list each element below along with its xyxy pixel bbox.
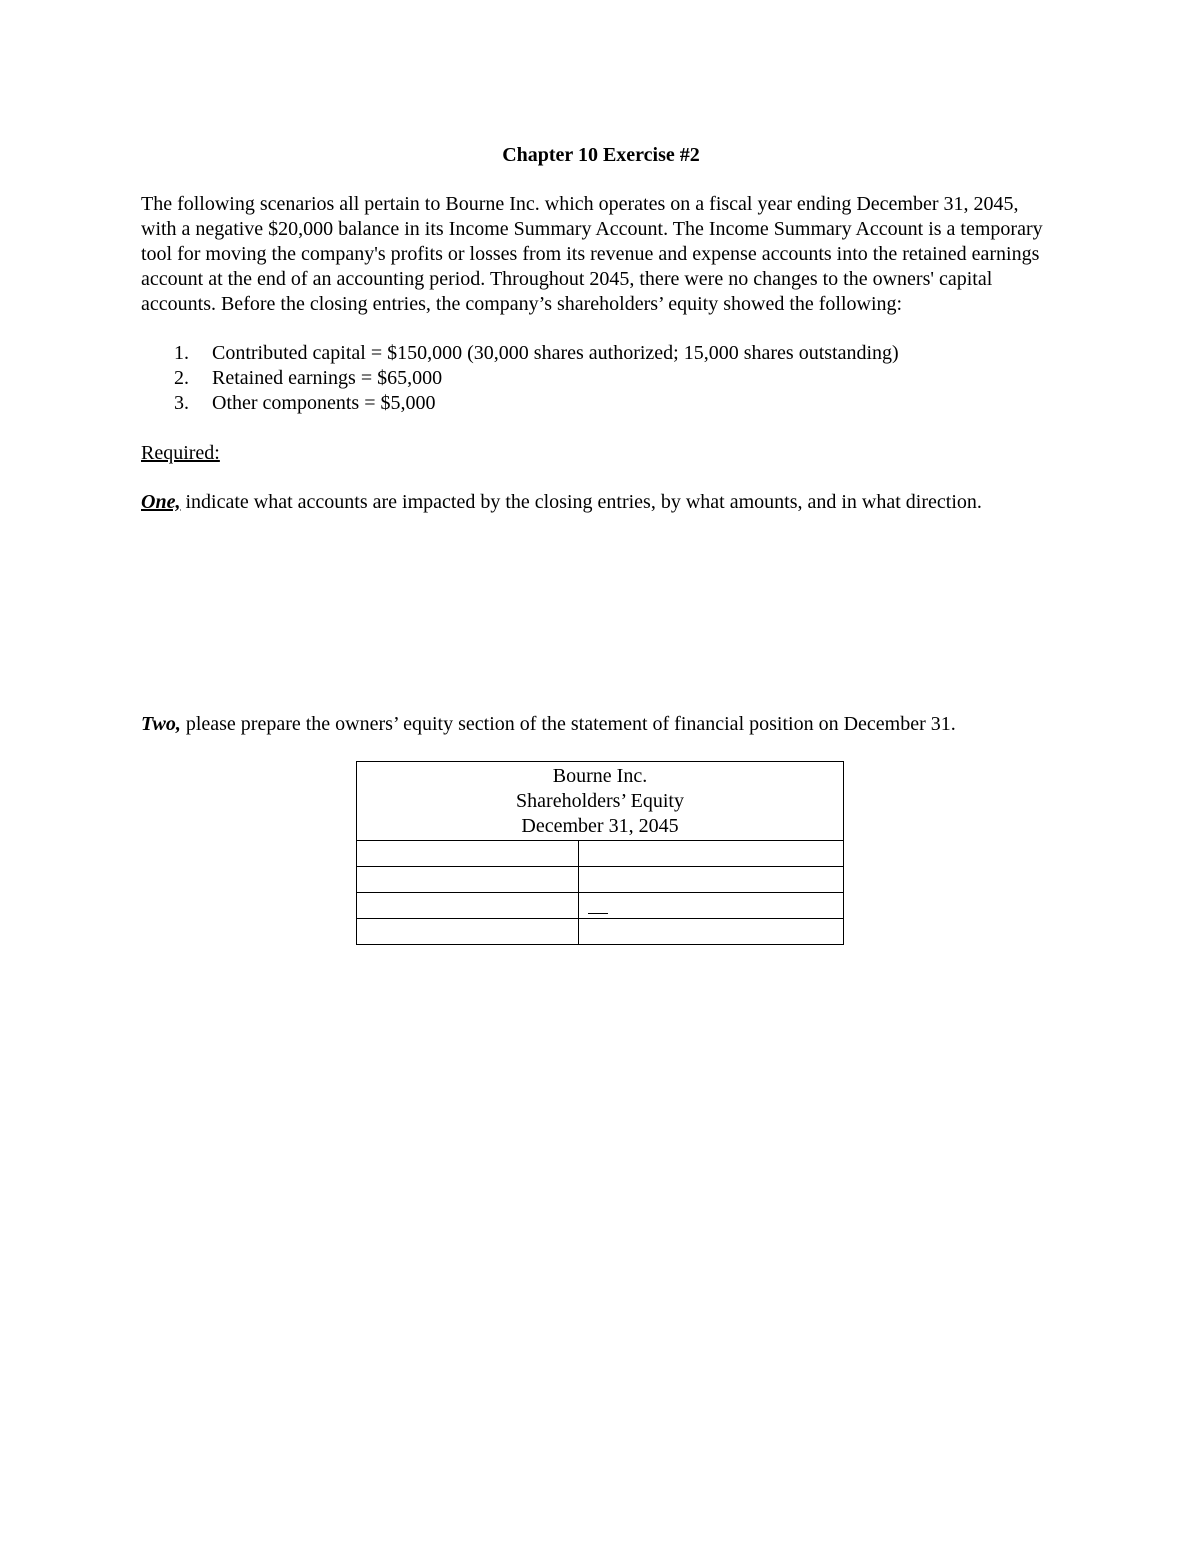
table-row [357, 893, 844, 919]
underline-mark [588, 913, 608, 914]
required-heading: Required: [141, 442, 220, 464]
list-item-number: 1. [174, 342, 189, 364]
document-page [141, 140, 1061, 735]
statement-company: Bourne Inc. [552, 765, 648, 787]
table-row [357, 867, 844, 893]
list-item-text: Retained earnings = $65,000 [212, 367, 443, 389]
equity-list [141, 341, 1061, 416]
list-item-text: Other components = $5,000 [212, 392, 436, 414]
table-cell-label[interactable] [357, 841, 579, 867]
question-two-text: please prepare the owners’ equity section of the statement of financial position on December 31. [180, 713, 956, 735]
question-one-text: indicate what accounts are impacted by the closing entries, by what amounts, and in what direction. [180, 491, 982, 513]
table-row [357, 841, 844, 867]
list-item-text: Contributed capital = $150,000 (30,000 shares authorized; 15,000 shares outstanding) [212, 342, 899, 364]
statement-header-row [357, 762, 844, 841]
page-title: Chapter 10 Exercise #2 [502, 144, 700, 166]
table-cell-amount[interactable] [579, 893, 844, 919]
question-one-lead: One, [141, 491, 181, 513]
equity-statement-table [356, 761, 844, 945]
statement-name: Shareholders’ Equity [516, 790, 684, 812]
question-two-lead: Two, [141, 713, 181, 735]
list-item [141, 366, 1061, 391]
list-item-number: 2. [174, 367, 189, 389]
statement-date: December 31, 2045 [521, 815, 679, 837]
table-cell-amount[interactable] [579, 867, 844, 893]
list-item [141, 341, 1061, 366]
statement-header [357, 762, 844, 841]
table-row [357, 919, 844, 945]
table-cell-label[interactable] [357, 919, 579, 945]
list-item-number: 3. [174, 392, 189, 414]
table-cell-label[interactable] [357, 893, 579, 919]
question-one [141, 490, 1061, 515]
table-cell-amount[interactable] [579, 919, 844, 945]
list-item [141, 391, 1061, 416]
table-cell-amount[interactable] [579, 841, 844, 867]
intro-paragraph: The following scenarios all pertain to Bourne Inc. which operates on a fiscal year ending December 31, 2045, with a negative $20,000 balance in its Income Summary Account. The Income Summary Account is a temporary tool for moving the company's profits or losses from its revenue and expense accounts into the retained earnings account at the end of an accounting period. Throughout 2045, there were no changes to the owners' capital accounts. Before the closing entries, the company’s shareholders’ equity showed the following: [141, 193, 1043, 315]
question-two [141, 712, 1061, 737]
table-cell-label[interactable] [357, 867, 579, 893]
